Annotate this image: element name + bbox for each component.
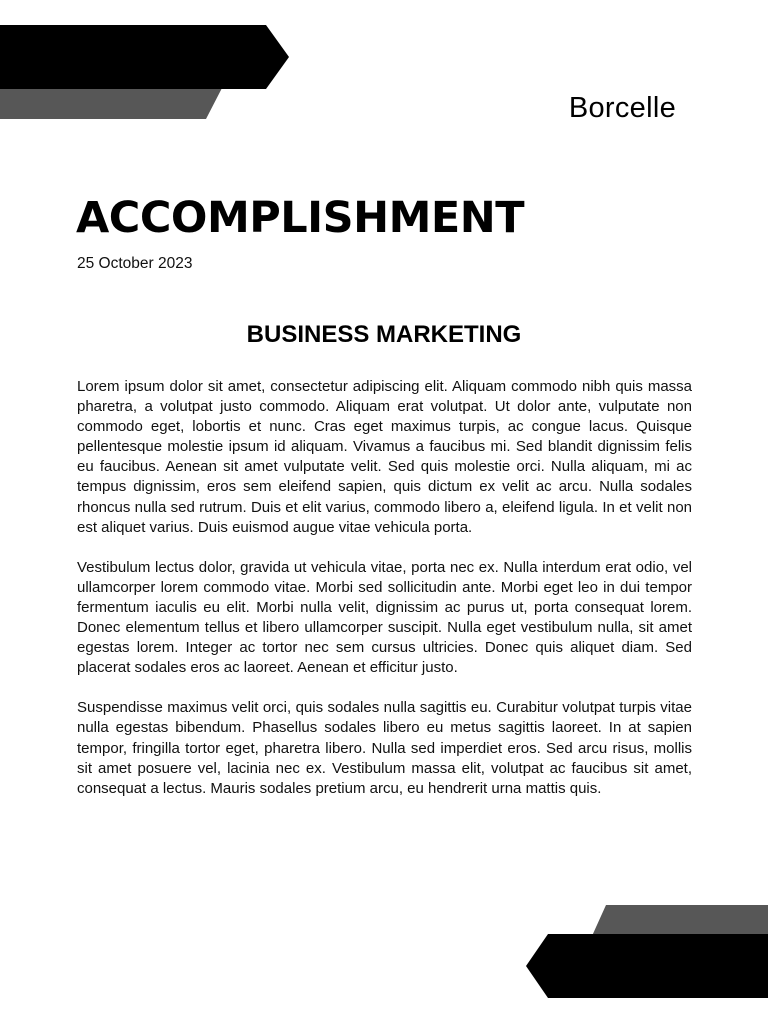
document-date: 25 October 2023 <box>77 255 193 272</box>
brand-name: Borcelle <box>568 92 676 124</box>
bottom-right-black-banner-shape <box>526 934 768 998</box>
paragraph-3: Suspendisse maximus velit orci, quis sodales nulla sagittis eu. Curabitur volutpat turpis vitae nulla egestas bibendum. Phasellus sodales libero eu metus sagittis laoreet. In at sapien tempor, fringilla tortor eget, pharetra libero. Nulla sed imperdiet eros. Sed arcu risus, mollis sit amet posuere vel, lacinia nec ex. Vestibulum massa elit, volutpat ac faucibus sit amet, consequat a lectus. Mauris sodales pretium arcu, eu hendrerit urna mattis quis. <box>77 699 692 797</box>
document-title: ACCOMPLISHMENT <box>76 193 525 243</box>
bottom-right-gray-banner-shape <box>592 905 768 936</box>
paragraph-1: Lorem ipsum dolor sit amet, consectetur adipiscing elit. Aliquam commodo nibh quis massa pharetra, a volutpat justo commodo. Aliquam erat volutpat. Ut dolor ante, vulputate non commodo eget, lobortis et nunc. Cras eget maximus turpis, ac congue lacus. Quisque pellentesque molestie ipsum id aliquam. Vivamus a faucibus mi. Sed blandit dignissim felis eu faucibus. Aenean sit amet vulputate velit. Sed quis molestie orci. Nulla aliquam, mi ac tempus dignissim, eros sem eleifend sapien, quis dictum ex velit ac arcu. Nulla sodales rhoncus nulla sed rutrum. Duis et elit varius, commodo libero a, eleifend ligula. In et velit non est aliquet varius. Duis euismod augue vitae vehicula porta. <box>77 378 692 536</box>
bottom-right-gray-banner <box>591 905 768 937</box>
body-text <box>77 377 692 819</box>
bottom-right-black-banner <box>524 934 768 999</box>
top-left-black-banner-shape <box>0 25 289 89</box>
top-left-gray-banner-shape <box>0 88 222 119</box>
top-left-gray-banner <box>0 88 224 120</box>
top-left-black-banner <box>0 25 292 90</box>
section-heading: BUSINESS MARKETING <box>246 321 522 348</box>
paragraph-2: Vestibulum lectus dolor, gravida ut vehicula vitae, porta nec ex. Nulla interdum erat odio, vel ullamcorper lorem commodo vitae. Morbi sed sollicitudin ante. Morbi eget leo in dui tempor fermentum iaculis eu elit. Morbi nulla velit, dignissim ac purus ut, porta consequat lorem. Donec elementum tellus et libero ullamcorper suscipit. Nulla eget vestibulum nulla, sit amet egestas lorem. Integer ac tortor nec sem cursus ultricies. Donec quis aliquet diam. Sed placerat sodales eros ac laoreet. Aenean et efficitur justo. <box>77 558 692 677</box>
